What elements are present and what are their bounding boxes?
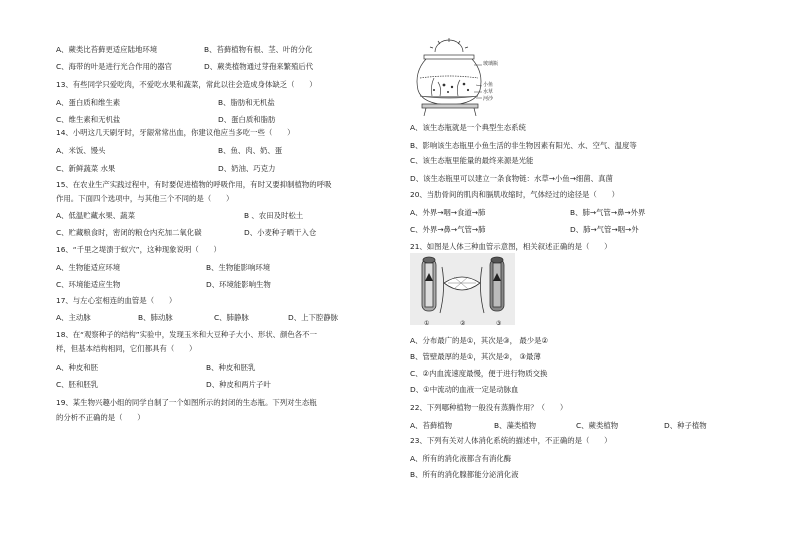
option-c: C、胚和胚乳	[56, 380, 99, 389]
option-d: D、蛋白质和脂肪	[218, 115, 276, 124]
question-18-line2: 样，但基本结构相同，它们都具有（ ）	[56, 344, 197, 353]
option-a: A、苔藓植物	[410, 421, 453, 430]
question-15-line1: 15、在农业生产实践过程中，有时要促进植物的呼吸作用，有时又要抑制植物的呼吸	[56, 180, 332, 189]
option-a: A、蛋白质和维生素	[56, 98, 121, 107]
option-c: C、海带的叶是进行光合作用的器官	[56, 62, 173, 71]
label-glass: 玻璃瓶	[483, 61, 499, 67]
option-b: B、种皮和胚乳	[206, 363, 256, 372]
option-a: A、外界→咽→食道→肺	[410, 208, 486, 217]
option-c: C、维生素和无机盐	[56, 115, 121, 124]
option-d: D、肺→气管→咽→外	[570, 225, 639, 234]
option-b: B、肺动脉	[138, 313, 173, 322]
label-fish: 小鱼	[483, 82, 494, 88]
option-c: C、蕨类植物	[576, 421, 619, 430]
option-d: D、小麦种子晒干入仓	[244, 228, 317, 237]
option-d: D、环境能影响生物	[206, 280, 271, 289]
option-d: D、种子植物	[664, 421, 707, 430]
question-18-line1: 18、在“观察种子的结构”实验中，发现玉米和大豆种子大小、形状、颜色各不一	[56, 330, 317, 339]
option-a: A、该生态瓶就是一个典型生态系统	[410, 123, 526, 132]
option-b: B、肺→气管→鼻→外界	[570, 208, 646, 217]
question-19-line2: 的分析不正确的是（ ）	[56, 413, 145, 422]
ecosystem-jar-diagram	[410, 38, 495, 116]
question-15-line2: 作用。下面四个选项中，与其他三个不同的是（ ）	[56, 194, 234, 203]
question-14: 14、小明这几天刷牙时，牙龈常常出血，你建议他应当多吃一些（ ）	[56, 128, 295, 137]
option-d: D、奶油、巧克力	[218, 164, 276, 173]
option-c: C、环境能适应生物	[56, 280, 121, 289]
question-23: 23、下列有关对人体消化系统的描述中，不正确的是（ ）	[410, 436, 612, 445]
option-b: B、生物能影响环境	[206, 263, 271, 272]
option-b: B、管壁最厚的是①，其次是②， ③最薄	[410, 352, 541, 361]
option-b: B、苔藓植物有根、茎、叶的分化	[204, 45, 313, 54]
question-20: 20、当肋骨间的肌肉和膈肌收缩时，气体经过的途径是（ ）	[410, 190, 619, 199]
vessel-label-2: ②	[460, 320, 466, 327]
option-d: D、种皮和两片子叶	[206, 380, 271, 389]
option-d: D、蕨类植物通过芽孢来繁殖后代	[204, 62, 314, 71]
option-b: B、鱼、肉、奶、蛋	[218, 146, 283, 155]
question-21: 21、如图是人体三种血管示意图，相关叙述正确的是（ ）	[410, 242, 612, 251]
vessel-label-1: ①	[424, 320, 430, 327]
option-a: A、主动脉	[56, 313, 91, 322]
option-c: C、新鲜蔬菜 水果	[56, 164, 116, 173]
option-a: A、种皮和胚	[56, 363, 99, 372]
label-sand: 河沙	[483, 96, 494, 102]
option-b: B、藻类植物	[494, 421, 537, 430]
vessel-label-3: ③	[496, 320, 502, 327]
question-19-line1: 19、某生物兴趣小组的同学自制了一个如图所示的封闭的生态瓶。下列对生态瓶	[56, 398, 317, 407]
option-b: B、脂肪和无机盐	[218, 98, 275, 107]
blood-vessel-diagram	[410, 253, 515, 325]
option-a: A、所有的消化液都含有消化酶	[410, 454, 512, 463]
option-c: C、贮藏粮食时，密闭的粮仓内充加二氧化碳	[56, 228, 202, 237]
option-c: C、外界→鼻→气管→肺	[410, 225, 486, 234]
option-c: C、②内血流速度最慢，便于进行物质交换	[410, 369, 548, 378]
question-16: 16、“千里之堤溃于蚁穴”，这种现象说明（ ）	[56, 245, 221, 254]
option-d: D、①中流动的血液一定是动脉血	[410, 385, 519, 394]
question-22: 22、下列哪种植物一般没有蒸腾作用？（ ）	[410, 403, 568, 412]
option-c: C、该生态瓶里能量的最终来源是光能	[410, 156, 534, 165]
option-a: A、低温贮藏水果、蔬菜	[56, 211, 135, 220]
right-column	[400, 0, 794, 550]
option-d: D、上下腔静脉	[288, 313, 339, 322]
option-c: C、肺静脉	[214, 313, 249, 322]
option-a: A、分布最广的是①，其次是③， 最少是②	[410, 336, 549, 345]
label-grass: 水草	[483, 89, 494, 95]
option-a: A、生物能适应环境	[56, 263, 121, 272]
option-b: B、影响该生态瓶里小鱼生活的非生物因素有阳光、水、空气、温度等	[410, 141, 637, 150]
option-a: A、蕨类比苔藓更适应陆地环境	[56, 45, 158, 54]
question-17: 17、与左心室相连的血管是（ ）	[56, 296, 177, 305]
option-a: A、米饭、馒头	[56, 146, 106, 155]
option-b: B 、农田及时松土	[244, 211, 304, 220]
option-d: D、该生态瓶里可以建立一条食物链：水草→小鱼→细菌、真菌	[410, 174, 613, 183]
question-13: 13、有些同学只爱吃肉，不爱吃水果和蔬菜，常此以往会造成身体缺乏（ ）	[56, 80, 317, 89]
option-b: B、所有的消化腺都能分泌消化液	[410, 470, 519, 479]
